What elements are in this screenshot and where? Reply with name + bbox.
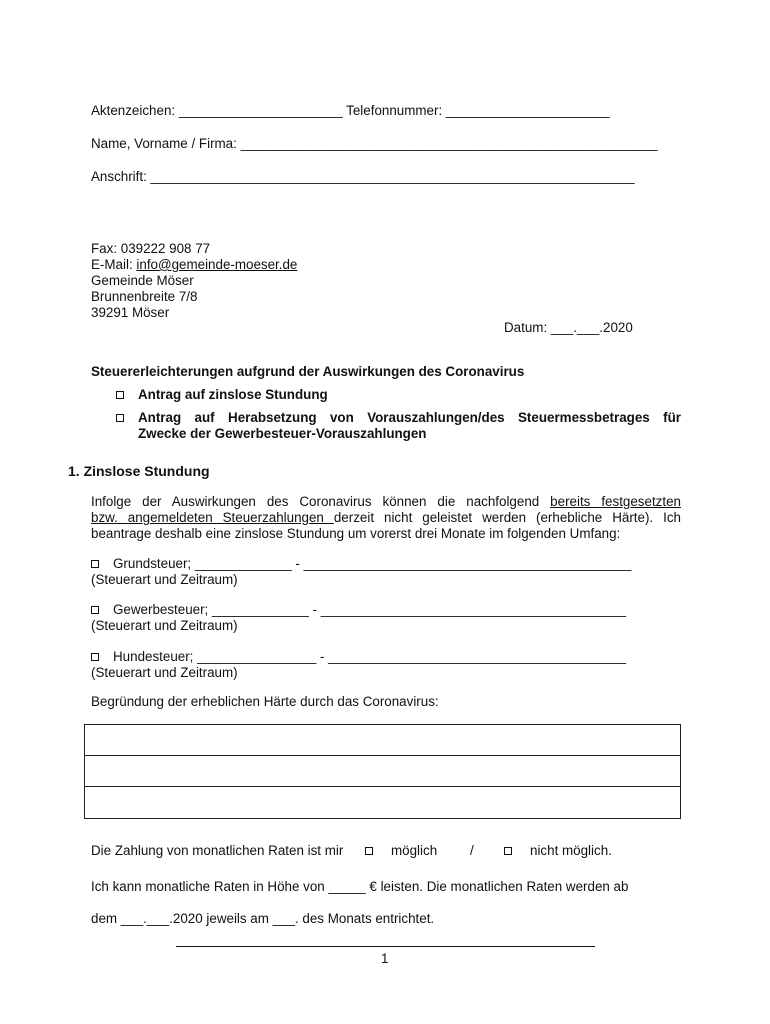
option-herabsetzung <box>116 410 138 426</box>
page-number: 1 <box>381 951 389 966</box>
recipient-street: Brunnenbreite 7/8 <box>91 289 198 304</box>
grundsteuer-note: (Steuerart und Zeitraum) <box>91 572 238 587</box>
hundesteuer-line: Hundesteuer; ________________ - ________________________________________ <box>113 649 627 664</box>
hundesteuer-note: (Steuerart und Zeitraum) <box>91 665 238 680</box>
email-label: E-Mail: <box>91 257 137 272</box>
option-herabsetzung-line1: Antrag auf Herabsetzung von Vorauszahlungen/des Steuermessbetrages für <box>138 410 681 425</box>
raten-beginn-line: dem ___.___.2020 jeweils am ___. des Monats entrichtet. <box>91 911 435 926</box>
hundesteuer-checkbox[interactable] <box>91 653 99 661</box>
begruendung-table <box>84 724 681 819</box>
grundsteuer-line: Grundsteuer; _____________ - ____________________________________________ <box>113 556 632 571</box>
anschrift-line: Anschrift: _________________________________________________________________ <box>91 169 635 184</box>
recipient-email-line <box>91 257 297 273</box>
intro-underlined-2: bzw. angemeldeten Steuerzahlungen <box>91 510 334 525</box>
raten-prefix: Die Zahlung von monatlichen Raten ist mir <box>91 843 344 858</box>
intro-paragraph <box>91 494 681 542</box>
email-link[interactable]: info@gemeinde-moeser.de <box>136 257 298 272</box>
gewerbesteuer-checkbox[interactable] <box>91 606 99 614</box>
recipient-city: 39291 Möser <box>91 305 170 320</box>
raten-hoehe-line: Ich kann monatliche Raten in Höhe von _____ € leisten. Die monatlichen Raten werden ab <box>91 879 629 894</box>
subject-title: Steuererleichterungen aufgrund der Auswirkungen des Coronavirus <box>91 364 525 379</box>
raten-moeglich-checkbox[interactable] <box>365 847 373 855</box>
intro-line1 <box>91 494 681 510</box>
intro-text-a: Infolge der Auswirkungen des Coronavirus können die nachfolgend <box>91 494 551 509</box>
section-heading: 1. Zinslose Stundung <box>68 463 210 479</box>
intro-underlined-1: bereits festgesetzten <box>550 494 681 509</box>
datum-line: Datum: ___.___.2020 <box>504 320 633 335</box>
raten-nicht-moeglich-label: nicht möglich. <box>530 843 612 858</box>
tax-hundesteuer <box>91 649 626 665</box>
grundsteuer-checkbox[interactable] <box>91 560 99 568</box>
raten-separator: / <box>470 843 474 858</box>
begruendung-label: Begründung der erheblichen Härte durch das Coronavirus: <box>91 694 439 709</box>
footer-divider <box>176 946 595 947</box>
aktenzeichen-telefon-line: Aktenzeichen: ______________________ Telefonnummer: ______________________ <box>91 103 610 118</box>
recipient-fax: Fax: 039222 908 77 <box>91 241 211 256</box>
begruendung-row-2[interactable] <box>85 756 680 787</box>
option-stundung-checkbox[interactable] <box>116 391 124 399</box>
begruendung-row-3[interactable] <box>85 787 680 818</box>
gewerbesteuer-line: Gewerbesteuer; _____________ - _________________________________________ <box>113 602 627 617</box>
tax-grundsteuer <box>91 556 631 572</box>
begruendung-row-1[interactable] <box>85 725 680 756</box>
gewerbesteuer-note: (Steuerart und Zeitraum) <box>91 618 238 633</box>
option-herabsetzung-checkbox[interactable] <box>116 414 124 422</box>
option-herabsetzung-text <box>138 410 681 442</box>
option-herabsetzung-line2: Zwecke der Gewerbesteuer-Vorauszahlungen <box>138 426 427 441</box>
recipient-name: Gemeinde Möser <box>91 273 194 288</box>
option-stundung-label: Antrag auf zinslose Stundung <box>138 387 328 402</box>
intro-text-b: derzeit nicht geleistet werden (erhebliche Härte). Ich beantrage deshalb eine zinslose Stundung um vorerst drei Monate im folgenden Umfang: <box>91 510 681 541</box>
tax-gewerbesteuer <box>91 602 626 618</box>
raten-moeglich-label: möglich <box>391 843 438 858</box>
option-stundung <box>116 387 328 403</box>
raten-nicht-moeglich-checkbox[interactable] <box>504 847 512 855</box>
name-firma-line: Name, Vorname / Firma: ________________________________________________________ <box>91 136 658 151</box>
